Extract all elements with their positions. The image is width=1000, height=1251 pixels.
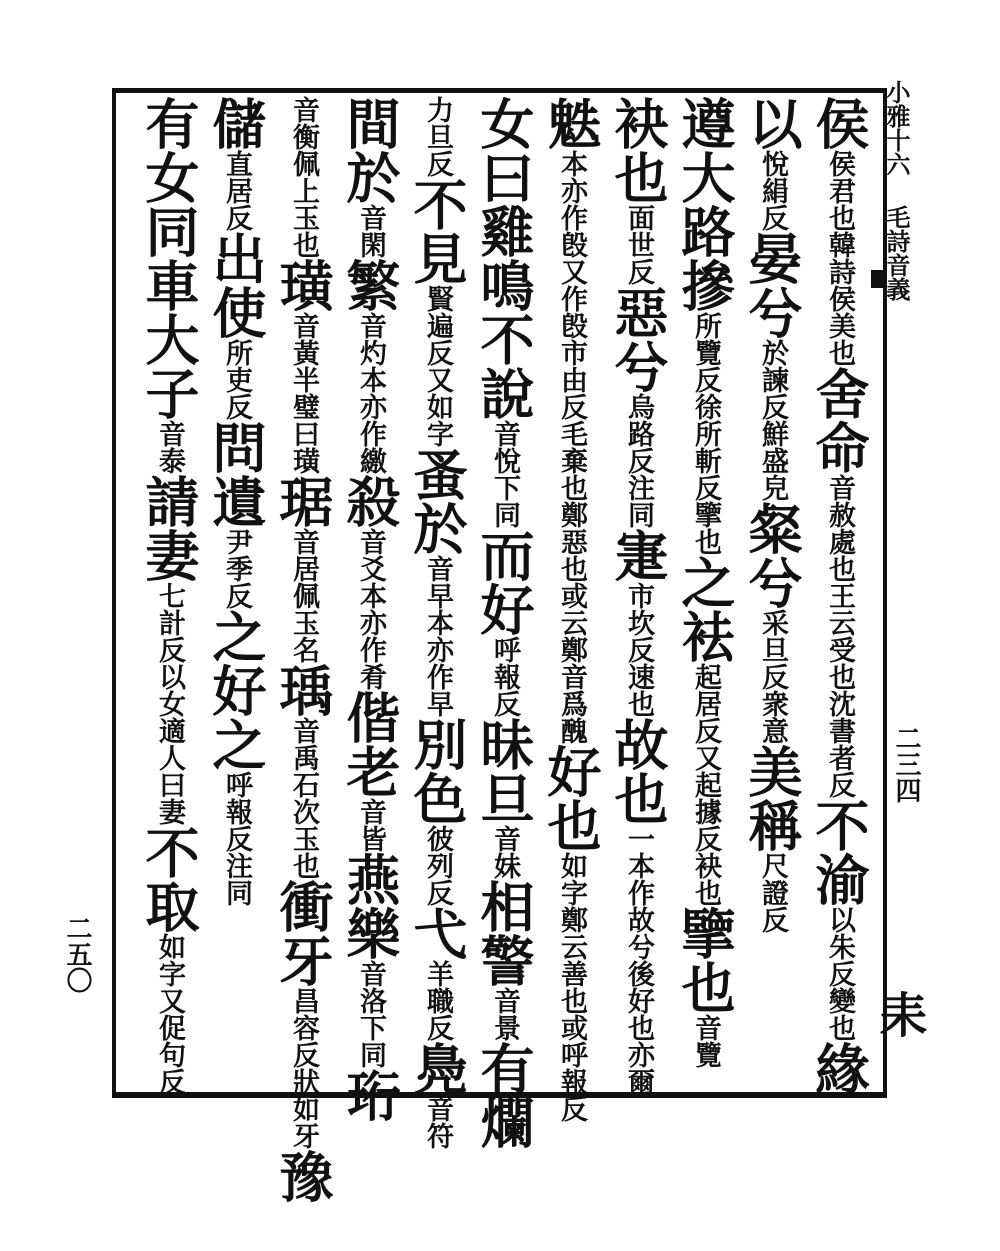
annotation: 音泰 [154, 420, 185, 474]
headword: 瑀 [271, 663, 335, 717]
headword: 琚 [271, 474, 335, 528]
text-column [330, 96, 402, 1122]
annotation: 尹季反 [221, 528, 252, 609]
annotation: 音早本亦作早 [422, 555, 453, 717]
headword: 有爛 [472, 1041, 536, 1149]
page-header-label: 小雅十六 毛詩音義 [882, 80, 911, 301]
annotation: 七計反以女適人曰妻 [154, 582, 185, 825]
headword: 舍命 [807, 366, 871, 474]
headword: 儲 [204, 96, 268, 150]
text-column [665, 96, 737, 1068]
headword: 弋 [405, 906, 469, 960]
headword: 之袪 [673, 555, 737, 663]
annotation: 所吏反 [221, 339, 252, 420]
annotation: 音景 [489, 987, 520, 1041]
headword: 蚤於 [405, 447, 469, 555]
annotation: 直居反 [221, 150, 252, 231]
headword: 相警 [472, 879, 536, 987]
annotation: 起居反又起據反袂也 [690, 663, 721, 906]
annotation: 悅絹反 [757, 150, 788, 231]
text-column [464, 96, 536, 1149]
headword: 侯 [807, 96, 871, 150]
annotation: 音皆 [355, 798, 386, 852]
headword: 擥也 [673, 906, 737, 1014]
text-column [263, 96, 335, 1203]
headword: 昧旦 [472, 717, 536, 825]
page-marker: 二三四 [891, 725, 921, 803]
annotation: 烏路反注同 [623, 393, 654, 528]
headword: 惡兮 [606, 285, 670, 393]
annotation: 呼報反注同 [221, 771, 252, 906]
annotation: 音妹 [489, 825, 520, 879]
text-column [732, 96, 804, 933]
headword: 故也 [606, 717, 670, 825]
annotation: 彼列反 [422, 825, 453, 906]
annotation: 音黃半璧曰璜 [288, 312, 319, 474]
annotation: 音符 [422, 1095, 453, 1149]
page-number: 二五〇 [62, 915, 92, 993]
headword: 美稱 [740, 744, 804, 852]
headword: 珩 [338, 1068, 402, 1122]
annotation: 侯君也韓詩侯美也 [824, 150, 855, 366]
text-column [598, 96, 670, 1095]
annotation: 音灼本亦作繳 [355, 312, 386, 474]
headword: 問遺 [204, 420, 268, 528]
text-column [799, 96, 871, 1095]
headword: 之好之 [204, 609, 268, 771]
annotation: 以朱反變也 [824, 906, 855, 1041]
annotation: 市坎反速也 [623, 582, 654, 717]
headword: 寁 [606, 528, 670, 582]
annotation: 音衡佩上玉也 [288, 96, 319, 258]
headword: 不取 [137, 825, 201, 933]
headword: 粲兮 [740, 501, 804, 609]
headword: 不見 [405, 177, 469, 285]
annotation: 力旦反 [422, 96, 453, 177]
headword: 偕老 [338, 690, 402, 798]
annotation: 音覽 [690, 1014, 721, 1068]
headword: 晏兮 [740, 231, 804, 339]
headword: 以 [740, 96, 804, 150]
headword: 間於 [338, 96, 402, 204]
annotation: 尺證反 [757, 852, 788, 933]
headword: 燕樂 [338, 852, 402, 960]
annotation: 如字又促句反 [154, 933, 185, 1095]
headword: 遵大路摻 [673, 96, 737, 312]
annotation: 羊職反 [422, 960, 453, 1041]
headword: 有女同車大子 [137, 96, 201, 420]
headword: 璜 [271, 258, 335, 312]
annotation: 音禹石次玉也 [288, 717, 319, 879]
annotation: 音居佩玉名 [288, 528, 319, 663]
annotation: 於諫反鮮盛皃 [757, 339, 788, 501]
annotation: 所覽反徐所斬反擥也 [690, 312, 721, 555]
headword: 不渝 [807, 798, 871, 906]
annotation: 昌容反狀如牙 [288, 987, 319, 1149]
annotation: 呼報反 [489, 636, 520, 717]
headword: 衝牙 [271, 879, 335, 987]
next-page-char: 耒 [871, 990, 927, 1038]
annotation: 音洛下同 [355, 960, 386, 1068]
headword: 女曰雞鳴不說 [472, 96, 536, 420]
headword: 殺 [338, 474, 402, 528]
headword: 䰡 [539, 96, 603, 150]
headword: 袂也 [606, 96, 670, 204]
annotation: 一本作故兮後好也亦爾 [623, 825, 654, 1095]
annotation: 如字鄭云善也或呼報反 [556, 852, 587, 1122]
annotation: 音爻本亦作肴 [355, 528, 386, 690]
annotation: 本亦作𣪘又作𣪘市由反毛棄也鄭惡也或云鄭音爲醜 [556, 150, 587, 744]
headword: 出使 [204, 231, 268, 339]
text-column [196, 96, 268, 906]
annotation: 音赦處也王云受也沈書者反 [824, 474, 855, 798]
annotation: 面世反 [623, 204, 654, 285]
headword: 豫 [271, 1149, 335, 1203]
annotation: 采旦反衆意 [757, 609, 788, 744]
headword: 緣 [807, 1041, 871, 1095]
text-column [129, 96, 201, 1095]
headword: 而好 [472, 528, 536, 636]
headword: 請妻 [137, 474, 201, 582]
annotation: 音閑 [355, 204, 386, 258]
headword: 別色 [405, 717, 469, 825]
headword: 繁 [338, 258, 402, 312]
headword: 鳧 [405, 1041, 469, 1095]
annotation: 賢遍反又如字 [422, 285, 453, 447]
headword: 好也 [539, 744, 603, 852]
text-column [531, 96, 603, 1122]
annotation: 音悅下同 [489, 420, 520, 528]
text-column [397, 96, 469, 1149]
